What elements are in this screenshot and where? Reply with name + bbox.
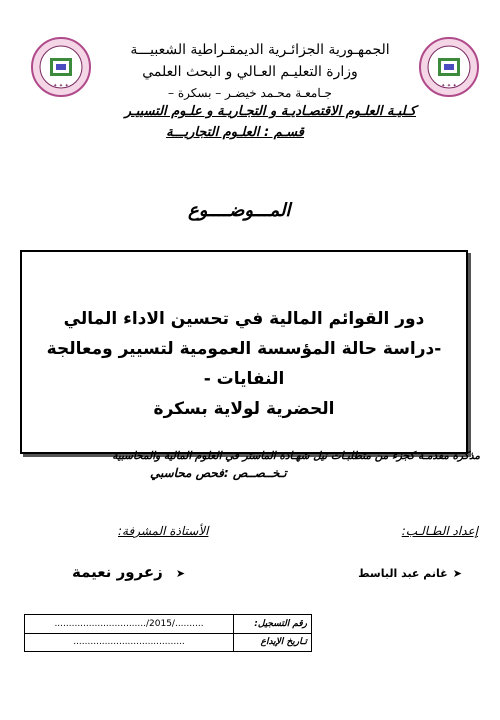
student-label: إعداد الطـالـب: <box>401 524 478 538</box>
supervisor-entry <box>72 562 185 581</box>
supervisor-label: الأستاذة المشرفة: <box>118 524 209 538</box>
arrow-bullet-icon: ➤ <box>452 567 462 580</box>
deposit-date-value: ....................................... <box>25 633 234 652</box>
arrow-bullet-icon: ➤ <box>175 567 186 580</box>
table-row <box>25 633 312 652</box>
thesis-title-line-1: دور القوائم المالية في تحسين الاداء المالي <box>63 309 425 329</box>
ministry-line: وزارة التعليـم العـالي و البحث العلمي <box>142 64 358 80</box>
student-name: غانم عبد الباسط <box>358 567 448 580</box>
student-entry <box>358 562 462 581</box>
thesis-title-box <box>20 250 468 454</box>
registration-number-value: ................................/2015/.......... <box>25 615 234 634</box>
thesis-title-line-2: -دراسة حالة المؤسسة العمومية لتسيير ومعالجة النفايات - <box>46 339 442 389</box>
thesis-title-line-3: الحضرية لولاية بسكرة <box>153 399 335 419</box>
registration-number-label: رقم التسجيل: <box>234 615 312 634</box>
svg-text:✦ ✦ ✦: ✦ ✦ ✦ <box>441 83 457 89</box>
university-line: جـامعـة محـمد خيضـر – بسكرة – <box>168 86 332 100</box>
thesis-note: مذكرة مقدمـة كجزء من متطلبـات نيل شهـادة الماستر في العلوم المالية والمحاسبية <box>112 450 480 462</box>
specialty-line: تـخــصــص :فحص محاسبي <box>150 466 287 480</box>
table-row <box>25 615 312 634</box>
svg-text:✦ ✦ ✦: ✦ ✦ ✦ <box>53 83 69 89</box>
department-line: قسـم : العلـوم التجاريـــة <box>166 125 304 140</box>
republic-line: الجمهـورية الجزائـرية الديمقـراطية الشعبيـــة <box>130 42 390 58</box>
registration-table <box>24 614 312 652</box>
supervisor-name: زعرور نعيمة <box>72 563 163 581</box>
deposit-date-label: تـاريخ الإيداع <box>234 633 312 652</box>
faculty-line: كـليـة العلـوم الاقتصـاديـة و التجـاريـة و علـوم التسييـر <box>124 104 416 119</box>
thesis-title <box>32 304 456 424</box>
subject-heading: المـــوضــــوع <box>188 200 291 221</box>
